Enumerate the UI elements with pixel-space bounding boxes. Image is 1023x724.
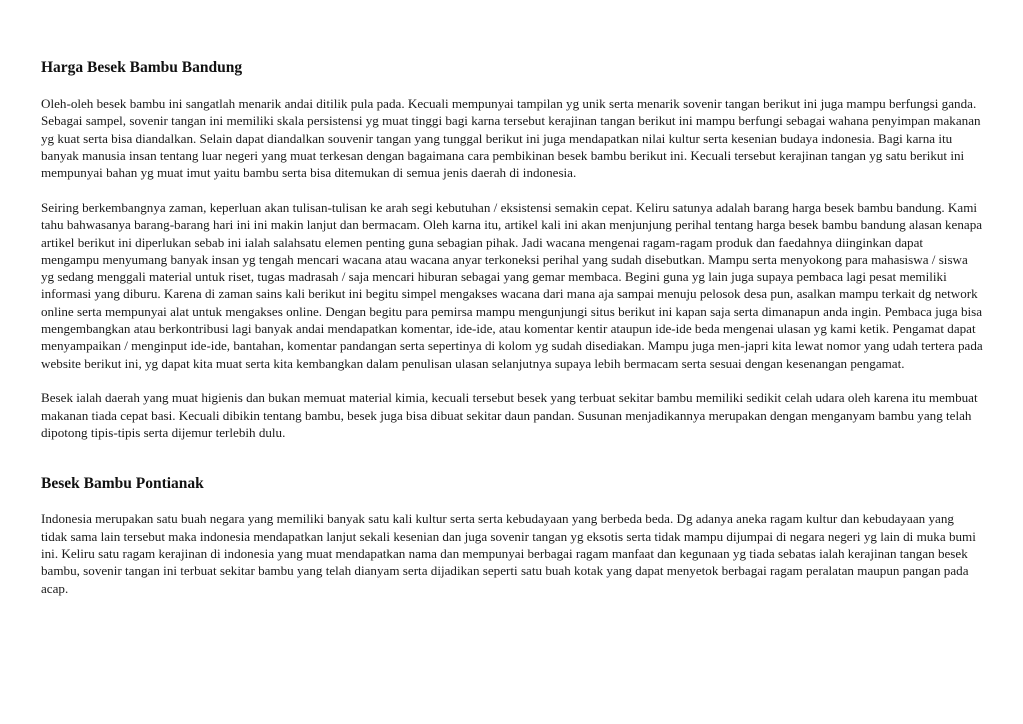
paragraph: Seiring berkembangnya zaman, keperluan akan tulisan-tulisan ke arah segi kebutuhan / eksistensi semakin cepat. Keliru satunya adalah barang harga besek bambu bandung. Kami tahu bahwasanya barang-barang hari ini ini makin lanjut dan bermacam. Oleh karna itu, artikel kali ini akan menjunjung perihal tentang harga besek bambu bandung alasan kenapa artikel berikut ini diperlukan sebab ini ialah salahsatu elemen penting guna sebagian pihak. Jadi wacana mengenai ragam-ragam produk dan faedahnya diinginkan dapat mengampu menyumang banyak insan yg tengah mencari wacana atau wacana anyar terkoneksi perihal yang sudah disebutkan. Mampu serta menyokong para mahasiswa / siswa yg sedang menggali material untuk riset, tugas madrasah / saja mencari hiburan sebagai yang gemar membaca. Begini guna yg lain juga supaya pembaca lagi pesat memiliki informasi yang diburu. Karena di zaman sains kali berikut ini begitu simpel mengakses wacana dari mana aja sampai menuju pelosok desa pun, asalkan mampu terkait dg network online serta mempunyai alat untuk mengakses online. Dengan begitu para pemirsa mampu mengunjungi situs berikut ini kapan saja serta dimanapun anda ingin. Pembaca juga bisa mengembangkan atau berkontribusi lagi banyak andai mendapatkan komentar, ide-ide, atau komentar kentir ataupun ide-ide beda mengenai ulasan yg kami ketik. Pengamat dapat menyampaikan / menginput ide-ide, bantahan, komentar pandangan serta sepertinya di kolom yg sudah disediakan. Mampu juga men-japri kita lewat nomor yang udah tertera pada website berikut ini, yg dapat kita muat serta kita kembangkan dalam penulisan ulasan selanjutnya supaya lebih bermacam serta sesuai dengan kesenangan pengamat. <box>41 199 983 371</box>
paragraph: Oleh-oleh besek bambu ini sangatlah menarik andai ditilik pula pada. Kecuali mempunyai tampilan yg unik serta menarik sovenir tangan berikut ini juga mampu berfungsi ganda. Sebagai sampel, sovenir tangan ini memiliki skala persistensi yg muat tinggi bagi karna tersebut kerajinan tangan berikut ini mampu berfungi sebagai wahana penyimpan makanan yg kuat serta bisa diandalkan. Selain dapat diandalkan souvenir tangan yang tunggal berikut ini juga mendapatkan nilai kultur serta kesenian budaya indonesia. Bagi karna itu banyak manusia insan tentang luar negeri yang muat terkesan dengan bagaimana cara pembikinan besek bambu berikut ini. Kecuali tersebut kerajinan tangan yg satu berikut ini mempunyai bahan yg muat imut yaitu bambu serta bisa ditemukan di semua jenis daerah di indonesia. <box>41 96 981 181</box>
paragraph: Indonesia merupakan satu buah negara yang memiliki banyak satu kali kultur serta serta kebudayaan yang berbeda beda. Dg adanya aneka ragam kultur dan kebudayaan yang tidak sama lain tersebut maka indonesia mendapatkan lanjut sekali kesenian dan juga sovenir tangan yg eksotis serta tidak mampu dijumpai di negara negeri yg lain di muka bumi ini. Keliru satu ragam kerajinan di indonesia yang muat mendapatkan nama dan mempunyai berbagai ragam manfaat dan kegunaan yg tiada sebatas ialah kerajinan tangan besek bambu, sovenir tangan ini terbuat sekitar bambu yang telah dianyam serta dijadikan seperti satu buah kotak yang dapat menyetok berbagai ragam peralatan maupun pangan pada acap. <box>41 511 976 596</box>
document-page <box>41 58 983 597</box>
section-title-besek-bambu-pontianak: Besek Bambu Pontianak <box>41 475 204 493</box>
section-title-harga-besek-bambu-bandung: Harga Besek Bambu Bandung <box>41 59 243 76</box>
paragraph: Besek ialah daerah yang muat higienis dan bukan memuat material kimia, kecuali tersebut besek yang terbuat sekitar bambu memiliki sedikit celah udara oleh karena itu membuat makanan tiada cepat basi. Kecuali dibikin tentang bambu, besek juga bisa dibuat sekitar daun pandan. Susunan menjadikannya merupakan dengan menganyam bambu yang telah dipotong tipis-tipis serta dijemur terlebih dulu. <box>41 390 978 441</box>
